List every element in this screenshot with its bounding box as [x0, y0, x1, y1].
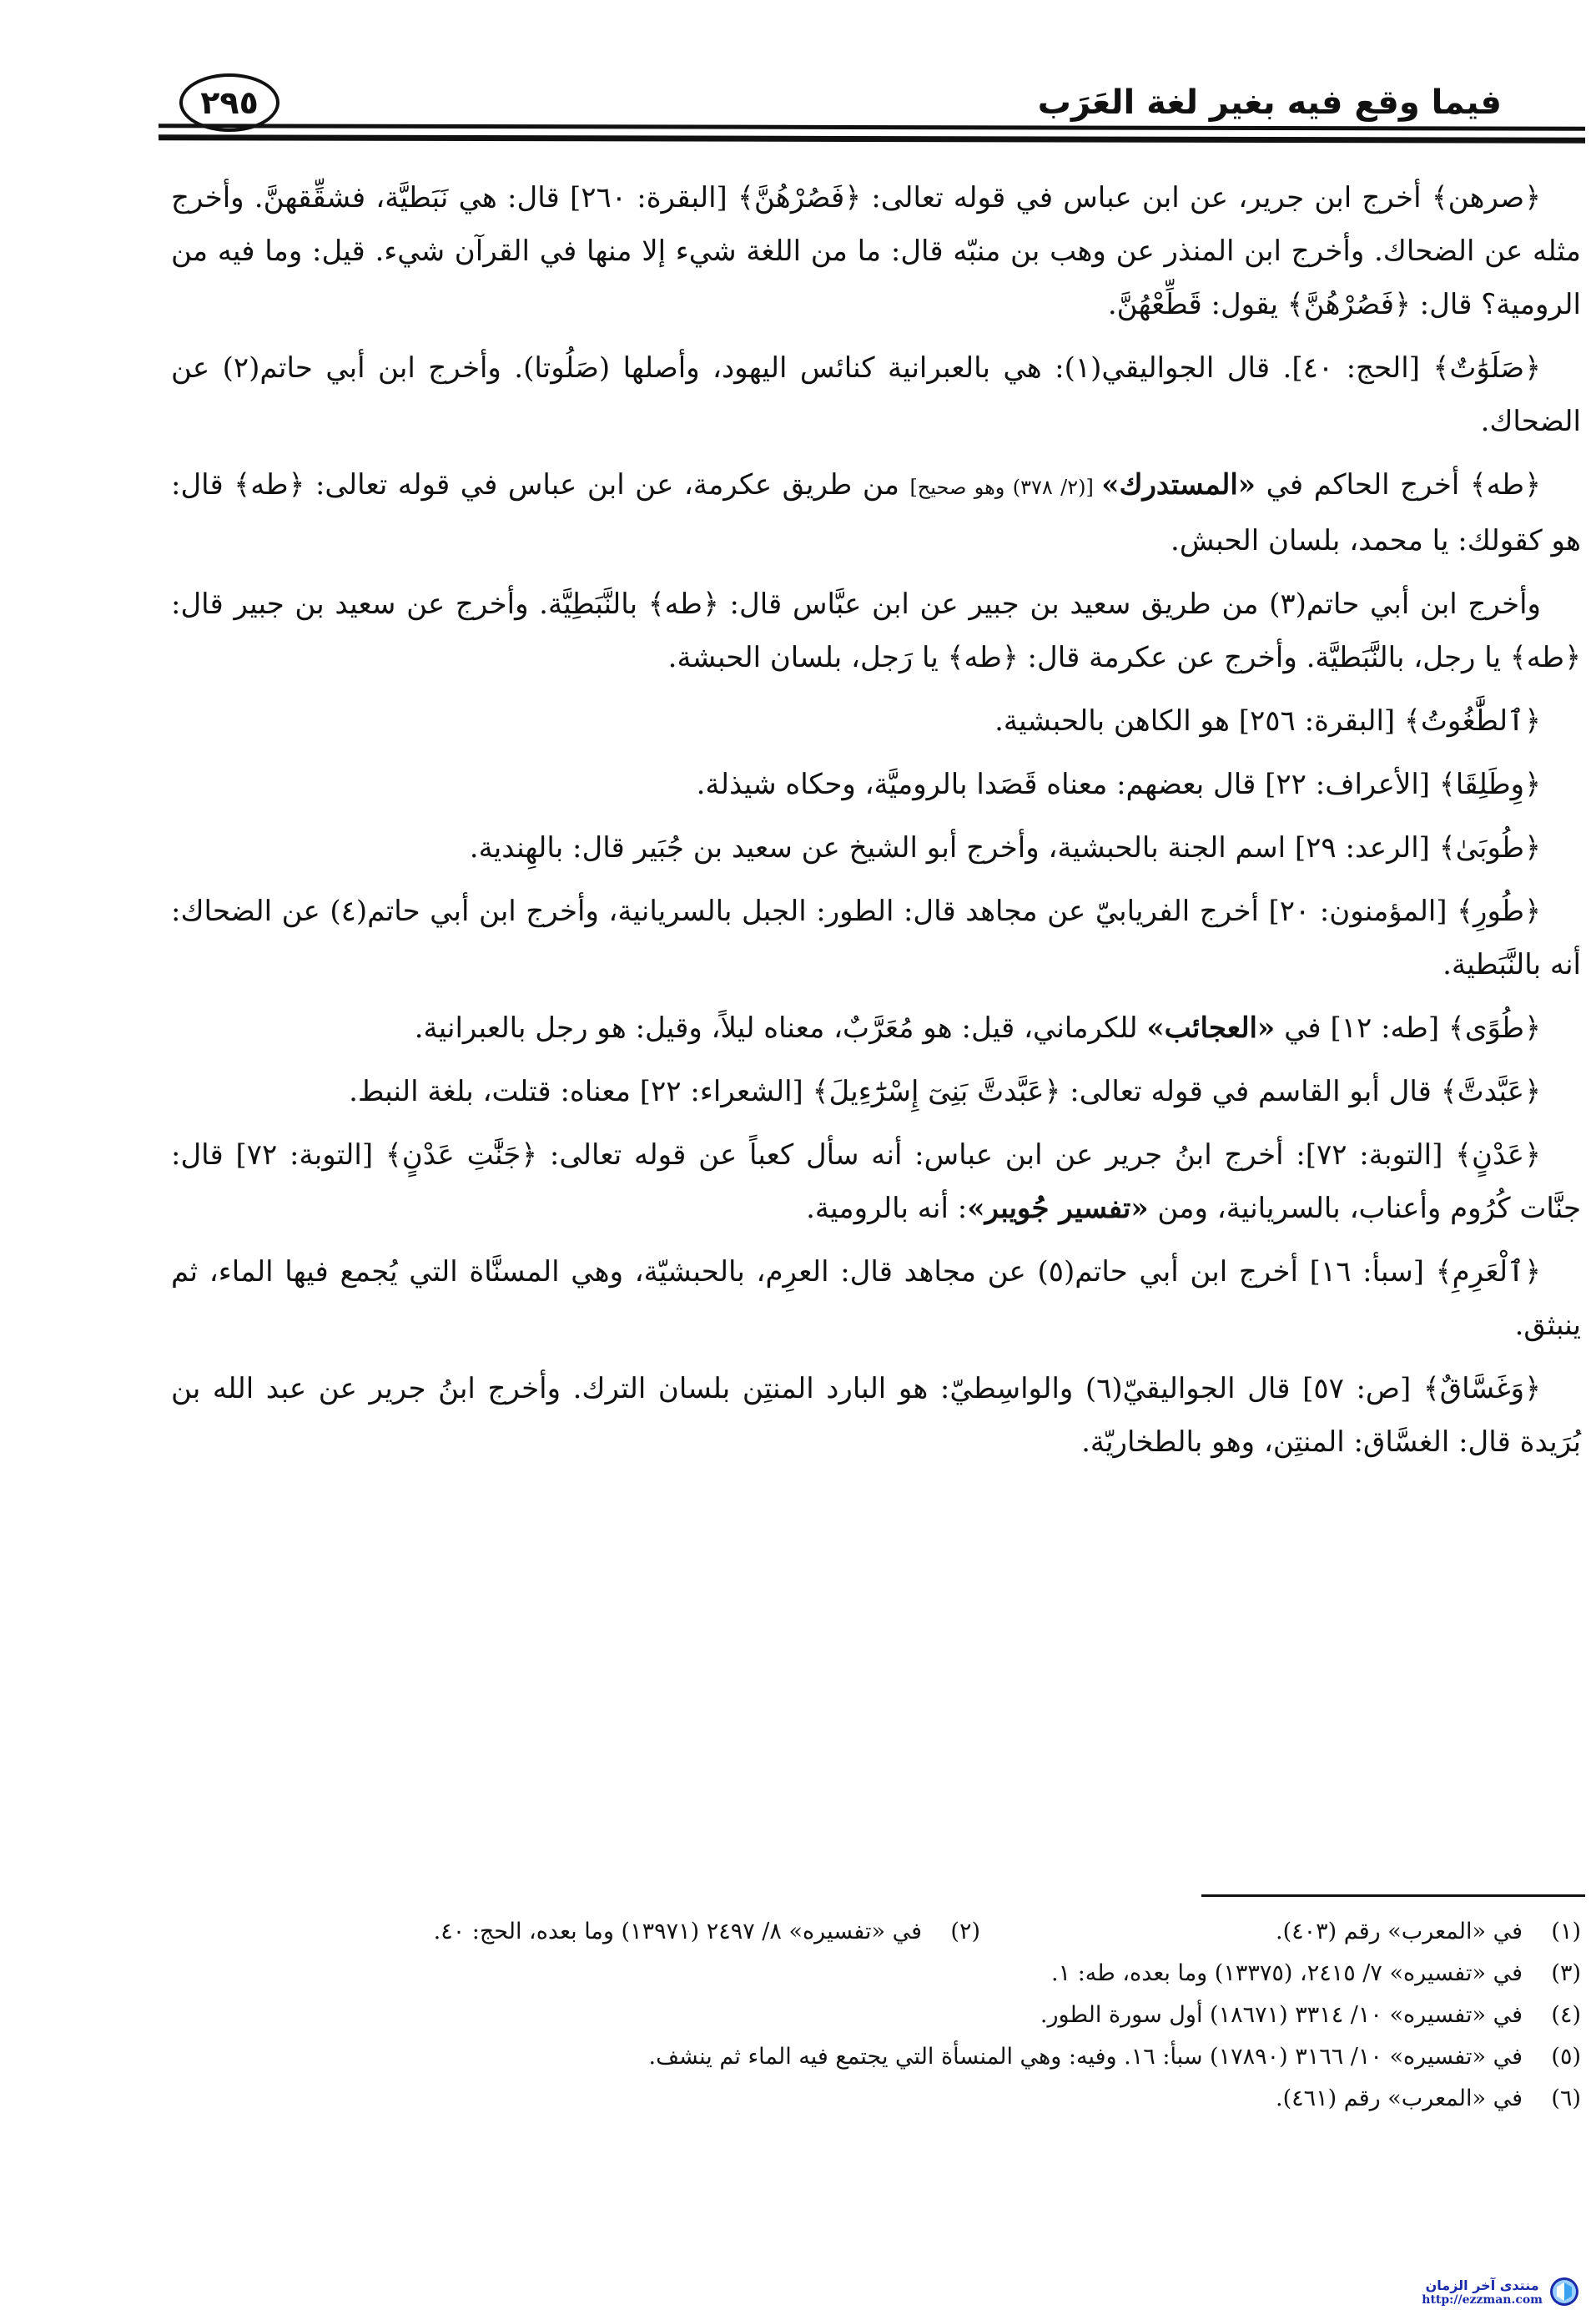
footnote-rule [1201, 1894, 1585, 1897]
footnote-4 [171, 1995, 1581, 2036]
book-title: «العجائب» [1146, 1011, 1276, 1045]
main-text [171, 171, 1581, 1479]
entry-tur: ﴿طُورِ﴾ [المؤمنون: ٢٠] أخرج الفريابيّ عن مجاهد قال: الطور: الجبل بالسريانية، وأخرج ابن أبي حاتم(٤) عن الضحاك: أنه بالنَّبَطية. [171, 895, 1581, 981]
running-title: فيما وقع فيه بغير لغة العَرَب [1037, 83, 1502, 122]
footnote-6 [171, 2078, 1581, 2120]
footnote-text: في «تفسيره» ١٠/ ٣٣١٤ (١٨٦٧١) أول سورة الطور. [1040, 2002, 1523, 2028]
footnote-5 [171, 2036, 1581, 2078]
footnote-text: في «المعرب» رقم (٤٠٣). [1276, 1919, 1523, 1944]
entry-text: للكرماني، قيل: هو مُعَرَّبٌ، معناه ليلاً، وقيل: هو رجل بالعبرانية. [414, 1011, 1147, 1045]
entry-arim: ﴿ٱلْعَرِمِ﴾ [سبأ: ١٦] أخرج ابن أبي حاتم(٥) عن مجاهد قال: العرِم، بالحبشيّة، وهي المسنَّاة التي يُجمع فيها الماء، ثم ينبثق. [171, 1255, 1581, 1342]
watermark-url: http://ezzman.com [1422, 2292, 1543, 2307]
book-title: «المستدرك» [1101, 468, 1256, 502]
footnote-number: (١) [1551, 1919, 1581, 1944]
entry-tuwa [171, 1001, 1581, 1055]
entry-taha-2: وأخرج ابن أبي حاتم(٣) من طريق سعيد بن جبير عن ابن عبَّاس قال: ﴿طه﴾ بالنَّبَطِيَّة. وأخرج عن سعيد بن جبير قال: ﴿طه﴾ يا رجل، بالنَّبَطيَّة. وأخرج عن عكرمة قال: ﴿طه﴾ يا رَجل، بلسان الحبشة. [171, 588, 1581, 674]
footnote-number: (٥) [1551, 2044, 1581, 2070]
footnote-text: في «تفسيره» ١٠/ ٣١٦٦ (١٧٨٩٠) سبأ: ١٦. وفيه: وهي المنسأة التي يجتمع فيه الماء ثم ينشف. [648, 2044, 1523, 2070]
footnote-row [171, 1911, 1581, 1953]
entry-text: ﴿طه﴾ أخرج الحاكم في [1256, 468, 1541, 502]
footnote-number: (٤) [1551, 2002, 1581, 2028]
entry-text: ﴿عَدْنٍ﴾ [التوبة: ٧٢]: أخرج ابنُ جرير عن ابن عباس: أنه سأل كعباً عن قوله تعالى: ﴿جَنَّٰتِ عَدْنٍ﴾ [التوبة: ٧٢] قال: جنَّات كُرُوم وأعناب، بالسريانية، ومن [171, 1138, 1581, 1225]
watermark-name: منتدى آخر الزمان [1425, 2277, 1539, 2293]
footnotes [171, 1911, 1581, 2120]
footnote-text: في «تفسيره» ٧/ ٢٤١٥، (١٣٣٧٥) وما بعده، طه: ١. [1051, 1960, 1523, 1986]
entry-tuba: ﴿طُوبَىٰ﴾ [الرعد: ٢٩] اسم الجنة بالحبشية، وأخرج أبو الشيخ عن سعيد بن جُبَير قال: بالهِندية. [469, 831, 1541, 865]
entry-text: : أنه بالرومية. [806, 1192, 968, 1225]
footnote-1 [980, 1911, 1581, 1953]
footnote-number: (٢) [950, 1919, 980, 1944]
entry-tafiqa: ﴿وِطَلِقَا﴾ [الأعراف: ٢٢] قال بعضهم: معناه قَصَدا بالروميَّة، وحكاه شيذلة. [696, 768, 1541, 801]
entry-salawat: ﴿صَلَوَٰتٌ﴾ [الحج: ٤٠]. قال الجواليقي(١): هي بالعبرانية كنائس اليهود، وأصلها (صَلُوتا). وأخرج ابن أبي حاتم(٢) عن الضحاك. [171, 351, 1581, 438]
page-number: ٢٩٥ [179, 73, 279, 132]
footnote-text: في «تفسيره» ٨/ ٢٤٩٧ (١٣٩٧١) وما بعده، الحج: ٤٠. [433, 1919, 922, 1944]
hexagon-logo-icon [1549, 2277, 1579, 2307]
book-title: «تفسير جُويبر» [967, 1192, 1149, 1225]
entry-taghut: ﴿ٱلطَّٰغُوتُ﴾ [البقرة: ٢٥٦] هو الكاهن بالحبشية. [994, 704, 1541, 738]
footnote-number: (٦) [1551, 2086, 1581, 2111]
footnote-text: في «المعرب» رقم (٤٦١). [1276, 2086, 1523, 2111]
entry-abbadta: ﴿عَبَّدتَّ﴾ قال أبو القاسم في قوله تعالى: ﴿عَبَّدتَّ بَنِىٓ إِسْرَٰٓءِيلَ﴾ [الشعراء: ٢٢] معناه: قتلت، بلغة النبط. [349, 1075, 1541, 1108]
entry-ghassaq: ﴿وَغَسَّاقٌ﴾ [ص: ٥٧] قال الجواليقيّ(٦) والواسِطيّ: هو البارد المنتِن بلسان الترك. وأخرج ابنُ جرير عن عبد الله بن بُرَيدة قال: الغسَّاق: المنتِن، وهو بالطخاريّة. [171, 1372, 1581, 1459]
entry-taha [171, 458, 1581, 567]
entry-text: من طريق عكرمة، عن ابن عباس في قوله تعالى: ﴿طه﴾ قال: هو كقولك: يا محمد، بلسان الحبش. [171, 468, 1581, 557]
footnote-3 [171, 1953, 1581, 1995]
watermark [1422, 2277, 1579, 2307]
entry-sarhun: ﴿صرهن﴾ أخرج ابن جرير، عن ابن عباس في قوله تعالى: ﴿فَصُرْهُنَّ﴾ [البقرة: ٢٦٠] قال: هي نَبَطيَّة، فشقِّقهنَّ. وأخرج مثله عن الضحاك. وأخرج ابن المنذر عن وهب بن منبّه قال: ما من اللغة شيء إلا منها في القرآن شيء. قيل: وما فيه من الرومية؟ قال: ﴿فَصُرْهُنَّ﴾ يقول: قَطِّعْهُنَّ. [171, 181, 1581, 321]
citation-note: [(٢/ ٣٧٨) وهو صحيح] [909, 476, 1102, 499]
entry-adn [171, 1128, 1581, 1235]
footnote-2 [434, 1911, 980, 1953]
footnote-number: (٣) [1551, 1960, 1581, 1986]
entry-text: ﴿طُوًى﴾ [طه: ١٢] في [1275, 1011, 1541, 1045]
